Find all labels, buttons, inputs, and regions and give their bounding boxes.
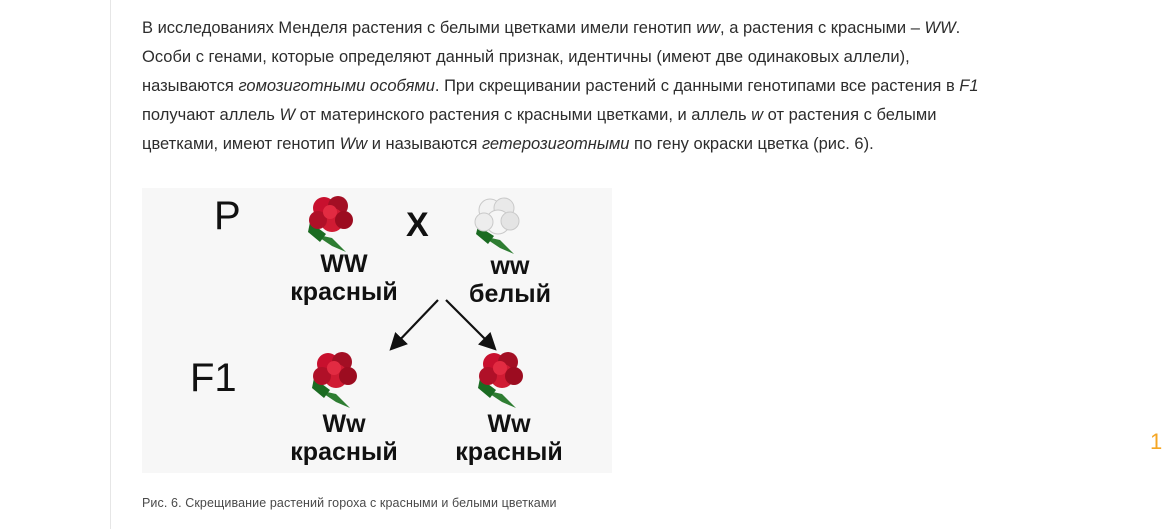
cross-symbol: X bbox=[406, 206, 429, 244]
scroll-position-marker[interactable]: 1 bbox=[1150, 429, 1163, 454]
parent-right-genotype: ww bbox=[490, 252, 530, 280]
parent-right-labels bbox=[430, 252, 590, 308]
flower-icon-white-parent bbox=[468, 196, 538, 258]
emphasis-text: гомозиготными особями bbox=[238, 77, 435, 95]
emphasis-text: ww bbox=[696, 19, 721, 37]
offspring-right-phenotype: красный bbox=[455, 438, 563, 466]
body-text: . Особи с генами, которые определяют данный признак, идентичны (имеют две одинаковых аллели), называются bbox=[142, 19, 961, 95]
emphasis-text: F1 bbox=[959, 77, 979, 95]
emphasis-text: гетерозиготными bbox=[481, 135, 630, 153]
generation-f1-label: F1 bbox=[190, 356, 237, 400]
parent-right-phenotype: белый bbox=[469, 280, 551, 308]
figure-caption: Рис. 6. Скрещивание растений гороха с красными и белыми цветками bbox=[142, 496, 557, 510]
parent-left-phenotype: красный bbox=[290, 278, 398, 306]
flower-icon-red-offspring-right bbox=[472, 350, 542, 412]
generation-p-label: P bbox=[214, 194, 241, 238]
figure-mendel-cross bbox=[142, 188, 612, 473]
parent-left-genotype: WW bbox=[320, 250, 368, 278]
offspring-right-labels bbox=[424, 410, 594, 466]
body-text: от растения с белыми цветками, имеют генотип bbox=[142, 106, 937, 153]
left-margin-rule bbox=[110, 0, 111, 529]
body-text: от материнского растения с красными цветками, и аллель bbox=[295, 106, 752, 124]
body-text: по гену окраски цветка (рис. 6). bbox=[629, 135, 874, 153]
emphasis-text: Ww bbox=[339, 135, 368, 153]
parent-left-labels bbox=[264, 250, 424, 306]
body-text: получают аллель bbox=[142, 106, 280, 124]
text-content bbox=[142, 14, 1004, 159]
offspring-right-genotype: Ww bbox=[487, 410, 531, 438]
body-text: и называются bbox=[367, 135, 482, 153]
body-text: , а растения с красными – bbox=[720, 19, 925, 37]
offspring-left-genotype: Ww bbox=[322, 410, 366, 438]
offspring-left-labels bbox=[264, 410, 424, 466]
emphasis-text: W bbox=[279, 106, 296, 124]
body-text: В исследованиях Менделя растения с белыми цветками имели генотип bbox=[142, 19, 697, 37]
body-text: . При скрещивании растений с данными генотипами все растения в bbox=[434, 77, 960, 95]
emphasis-text: WW bbox=[924, 19, 956, 37]
emphasis-text: w bbox=[751, 106, 764, 124]
flower-icon-red-offspring-left bbox=[306, 350, 376, 412]
offspring-left-phenotype: красный bbox=[290, 438, 398, 466]
body-paragraph bbox=[142, 14, 1004, 159]
flower-icon-red-parent bbox=[302, 194, 372, 256]
